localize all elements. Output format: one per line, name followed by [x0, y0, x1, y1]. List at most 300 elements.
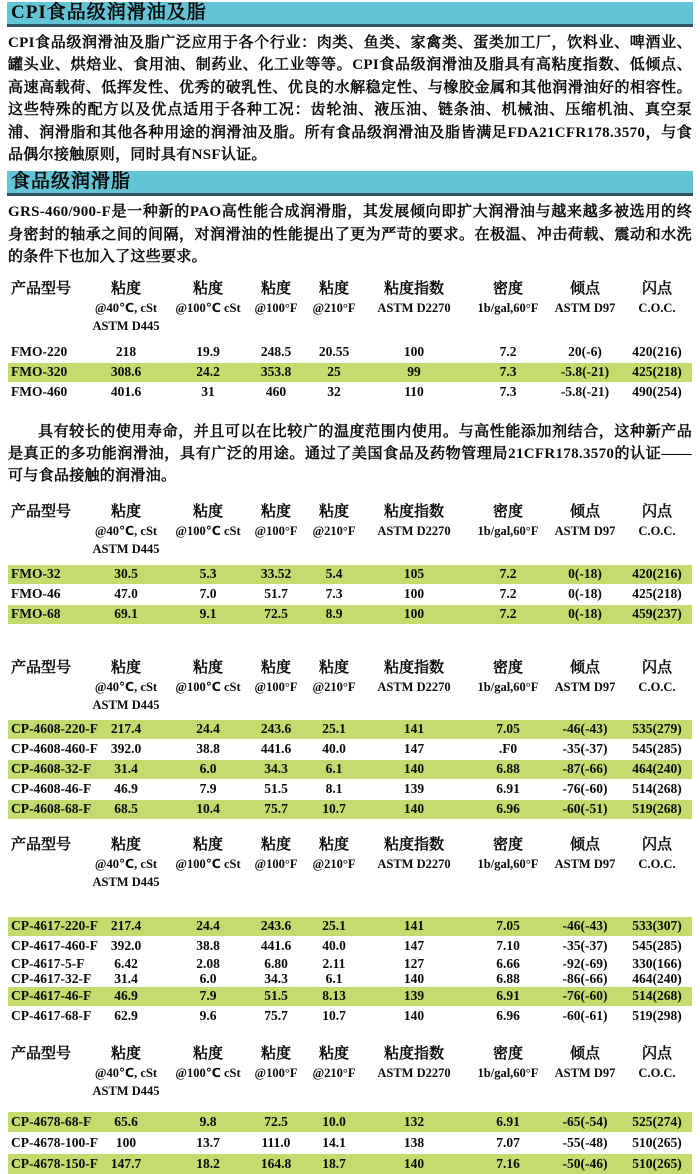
product-model-cell: FMO-460: [11, 384, 68, 400]
table-cell: -86(-66): [562, 971, 608, 987]
table-cell: 138: [403, 1134, 425, 1150]
column-header-text: 闪点: [641, 836, 672, 853]
table-cell: 18.2: [196, 1155, 220, 1171]
spec-table-cp4678: [8, 1044, 692, 1174]
table-cell: 441.6: [260, 741, 292, 757]
table-cell: 75.7: [264, 1008, 288, 1024]
table-cell: 19.9: [196, 344, 220, 360]
column-header-text: 产品型号: [11, 503, 72, 520]
product-model-cell: FMO-46: [11, 586, 61, 602]
product-model-cell: FMO-32: [11, 566, 61, 582]
column-header: [172, 1044, 244, 1100]
column-header: [8, 1044, 80, 1100]
column-header-text: @100°F: [254, 679, 298, 694]
table-cell: 7.16: [496, 1155, 520, 1171]
table-header-row: [8, 279, 692, 335]
table-cell: 110: [404, 384, 424, 400]
table-cell: 62.9: [114, 1008, 138, 1024]
column-header: [468, 658, 548, 714]
column-header-text: 粘度: [318, 659, 349, 676]
column-header: [308, 658, 360, 714]
product-model-cell: CP-4678-68-F: [11, 1113, 92, 1129]
table-cell: -76(-60): [562, 781, 608, 797]
table-cell: 519(298): [632, 1008, 682, 1024]
column-header-text: 密度: [492, 659, 523, 676]
table-cell: 25.1: [322, 721, 346, 737]
table-cell: 20.55: [318, 344, 350, 360]
table-cell: 459(237): [632, 606, 682, 622]
column-header-text: 粘度: [192, 659, 223, 676]
table-row: [8, 585, 692, 604]
table-cell: 99: [407, 364, 421, 380]
table-cell: -65(-54): [562, 1113, 608, 1129]
table-cell: 514(268): [632, 988, 682, 1004]
column-header-text: 粘度: [318, 1045, 349, 1062]
column-header-text: @210°F: [312, 523, 356, 538]
table-header-row: [8, 835, 692, 891]
table-cell: 127: [403, 956, 425, 972]
column-header: [622, 279, 692, 335]
column-header: [360, 658, 468, 714]
table-cell: 353.8: [260, 364, 292, 380]
column-header-text: @40℃, cSt: [94, 523, 158, 538]
column-header-text: 闪点: [641, 1045, 672, 1062]
table-cell: 100: [403, 606, 425, 622]
table-cell: 6.42: [114, 956, 138, 972]
table-cell: 47.0: [114, 586, 138, 602]
table-cell: 141: [403, 721, 425, 737]
table-row: [8, 1007, 692, 1026]
column-header-text: 产品型号: [11, 280, 72, 297]
column-header-text: 粘度: [110, 659, 141, 676]
table-cell: 0(-18): [568, 606, 602, 622]
column-header-text: C.O.C.: [638, 856, 676, 871]
column-header-text: 粘度: [260, 280, 291, 297]
column-header-text: @100℃ cSt: [175, 856, 241, 871]
table-cell: 51.5: [264, 781, 288, 797]
table-cell: 24.4: [196, 918, 220, 934]
table-cell: 217.4: [110, 918, 142, 934]
table-cell: 24.2: [196, 364, 220, 380]
table-row: [8, 972, 692, 987]
column-header-text: @100℃ cSt: [175, 523, 241, 538]
table-cell: 51.7: [264, 586, 288, 602]
table-cell: 111.0: [261, 1134, 291, 1150]
table-cell: 9.1: [199, 606, 217, 622]
table-cell: 6.91: [496, 988, 520, 1004]
column-header-text: C.O.C.: [638, 679, 676, 694]
table-cell: 20(-6): [568, 344, 602, 360]
column-header-text: @210°F: [312, 856, 356, 871]
column-header: [468, 1044, 548, 1100]
column-header-text: @100℃ cSt: [175, 1065, 241, 1080]
table-cell: 10.4: [196, 801, 220, 817]
table-cell: 243.6: [260, 721, 292, 737]
table-cell: 519(268): [632, 801, 682, 817]
column-header: [244, 835, 308, 891]
table-cell: 401.6: [110, 384, 142, 400]
table-cell: 34.3: [264, 971, 288, 987]
table-cell: 25: [327, 364, 341, 380]
table-cell: 33.52: [260, 566, 292, 582]
table-cell: -46(-43): [562, 721, 608, 737]
table-cell: 425(218): [632, 586, 682, 602]
column-header: [360, 502, 468, 558]
table-cell: 72.5: [264, 1113, 288, 1129]
table-row: [8, 1133, 692, 1153]
table-cell: 8.1: [325, 781, 343, 797]
product-model-cell: FMO-320: [11, 364, 68, 380]
table-cell: 464(240): [632, 761, 682, 777]
column-header: [80, 658, 172, 714]
column-header-text: @40℃, cSt: [94, 679, 158, 694]
table-row: [8, 780, 692, 799]
column-header-text: 粘度: [110, 503, 141, 520]
table-cell: -60(-51): [562, 801, 608, 817]
table-cell: 330(166): [632, 956, 682, 972]
table-row: [8, 760, 692, 779]
table-cell: -5.8(-21): [560, 384, 610, 400]
table-cell: 31.4: [114, 761, 138, 777]
column-header-text: @210°F: [312, 300, 356, 315]
table-cell: -46(-43): [562, 918, 608, 934]
table-cell: -87(-66): [562, 761, 608, 777]
column-header-text: ASTM D445: [92, 874, 160, 889]
column-header-text: 1b/gal,60°F: [477, 679, 539, 694]
table-cell: 7.9: [199, 988, 217, 1004]
column-header-text: ASTM D97: [554, 1065, 616, 1080]
column-header: [308, 1044, 360, 1100]
table-header-row: [8, 1044, 692, 1100]
table-cell: 140: [403, 1008, 425, 1024]
column-header-text: 密度: [492, 280, 523, 297]
table-cell: 420(216): [632, 344, 682, 360]
column-header: [622, 835, 692, 891]
spec-table-fmo-heavy: [8, 279, 692, 402]
table-cell: 7.9: [199, 781, 217, 797]
spec-table-cp4617: [8, 835, 692, 1026]
table-header-row: [8, 658, 692, 714]
table-cell: 6.1: [325, 761, 343, 777]
column-header: [308, 835, 360, 891]
table-row: [8, 363, 692, 382]
table-cell: 6.96: [496, 1008, 520, 1024]
column-header: [360, 835, 468, 891]
column-header: [468, 835, 548, 891]
column-header-text: 密度: [492, 503, 523, 520]
table-cell: 13.7: [196, 1134, 220, 1150]
product-model-cell: CP-4608-32-F: [11, 761, 92, 777]
table-cell: -50(-46): [562, 1155, 608, 1171]
table-cell: 100: [115, 1134, 137, 1150]
table-cell: 6.80: [264, 956, 288, 972]
column-header-text: @210°F: [312, 1065, 356, 1080]
column-header: [244, 658, 308, 714]
column-header: [8, 658, 80, 714]
table-cell: 6.0: [199, 971, 217, 987]
table-cell: 8.13: [322, 988, 346, 1004]
table-cell: 139: [403, 781, 425, 797]
table-cell: .F0: [498, 741, 518, 757]
table-row: [8, 987, 692, 1006]
table-body: [8, 565, 692, 624]
product-model-cell: CP-4617-5-F: [11, 956, 85, 972]
table-cell: 10.7: [322, 801, 346, 817]
column-header: [622, 658, 692, 714]
table-cell: 392.0: [110, 938, 142, 954]
table-cell: 5.4: [325, 566, 343, 582]
table-body: [8, 1112, 692, 1174]
table-cell: -92(-69): [562, 956, 608, 972]
column-header-text: 粘度指数: [383, 1045, 444, 1062]
table-cell: 7.2: [499, 344, 517, 360]
column-header-text: ASTM D2270: [377, 679, 451, 694]
column-header-text: 粘度指数: [383, 659, 444, 676]
column-header-text: ASTM D2270: [377, 300, 451, 315]
column-header: [360, 279, 468, 335]
column-header-text: 产品型号: [11, 659, 72, 676]
column-header-text: ASTM D2270: [377, 1065, 451, 1080]
column-header: [360, 1044, 468, 1100]
table-cell: 464(240): [632, 971, 682, 987]
column-header: [8, 835, 80, 891]
table-cell: 7.10: [496, 938, 520, 954]
table-cell: 545(285): [632, 741, 682, 757]
column-header-text: @100°F: [254, 300, 298, 315]
column-header-text: 粘度: [192, 1045, 223, 1062]
column-header-text: @100℃ cSt: [175, 679, 241, 694]
table-cell: 31.4: [114, 971, 138, 987]
column-header-text: ASTM D445: [92, 1083, 160, 1098]
table-cell: 243.6: [260, 918, 292, 934]
column-header-text: C.O.C.: [638, 1065, 676, 1080]
table-cell: 40.0: [322, 938, 346, 954]
table-cell: -5.8(-21): [560, 364, 610, 380]
column-header: [80, 1044, 172, 1100]
column-header-text: 粘度: [318, 280, 349, 297]
table-cell: 14.1: [322, 1134, 346, 1150]
column-header: [244, 1044, 308, 1100]
table-cell: 248.5: [260, 344, 292, 360]
column-header-text: 产品型号: [11, 836, 72, 853]
table-body: [8, 720, 692, 819]
spec-table-fmo-light: [8, 502, 692, 624]
table-cell: 72.5: [264, 606, 288, 622]
table-cell: 514(268): [632, 781, 682, 797]
column-header-text: 闪点: [641, 659, 672, 676]
table-row: [8, 383, 692, 402]
column-header-text: 1b/gal,60°F: [477, 1065, 539, 1080]
product-model-cell: FMO-220: [11, 344, 68, 360]
table-cell: 420(216): [632, 566, 682, 582]
column-header: [244, 279, 308, 335]
mid-paragraph: 具有较长的使用寿命，并且可以在比较广的温度范围内使用。与高性能添加剂结合，这种新产品是真正的多功能润滑油，具有广泛的用途。通过了美国食品及药物管理局21CFR178.3570的认证——可与食品接触的润滑油。: [8, 423, 692, 485]
table-cell: 141: [403, 918, 425, 934]
table-cell: 68.5: [114, 801, 138, 817]
table-cell: 533(307): [632, 918, 682, 934]
table-cell: 7.2: [499, 566, 517, 582]
column-header: [244, 502, 308, 558]
product-model-cell: CP-4608-220-F: [11, 721, 98, 737]
column-header-text: 粘度指数: [383, 503, 444, 520]
column-header-text: @40℃, cSt: [94, 300, 158, 315]
table-row: [8, 917, 692, 936]
table-cell: 31: [201, 384, 215, 400]
table-cell: 217.4: [110, 721, 142, 737]
table-cell: 10.7: [322, 1008, 346, 1024]
column-header: [308, 279, 360, 335]
column-header-text: 粘度: [260, 503, 291, 520]
column-header-text: 粘度: [110, 280, 141, 297]
column-header-text: @100℃ cSt: [175, 300, 241, 315]
table-cell: 7.0: [199, 586, 217, 602]
column-header: [172, 835, 244, 891]
table-cell: 147: [403, 938, 425, 954]
column-header-text: @100°F: [254, 523, 298, 538]
product-model-cell: CP-4617-68-F: [11, 1008, 92, 1024]
grease-paragraph: GRS-460/900-F是一种新的PAO高性能合成润滑脂，其发展倾向即扩大润滑油与越来越多被选用的终身密封的轴承之间的间隔，对润滑油的性能提出了更为严苛的要求。在极温、冲击荷载、震动和水洗的条件下也加入了这些要求。: [8, 204, 692, 266]
table-cell: 6.1: [325, 971, 343, 987]
table-cell: 6.91: [496, 781, 520, 797]
table-cell: 69.1: [114, 606, 138, 622]
column-header-text: ASTM D445: [92, 541, 160, 556]
column-header-text: 倾点: [569, 503, 600, 520]
table-cell: 25.1: [322, 918, 346, 934]
column-header: [622, 502, 692, 558]
column-header: [548, 835, 622, 891]
table-row: [8, 605, 692, 624]
column-header-text: 粘度: [110, 1045, 141, 1062]
table-cell: 100: [403, 586, 425, 602]
product-model-cell: CP-4608-460-F: [11, 741, 98, 757]
table-cell: -55(-48): [562, 1134, 608, 1150]
column-header-text: 1b/gal,60°F: [477, 856, 539, 871]
column-header-text: 粘度: [192, 280, 223, 297]
column-header: [172, 279, 244, 335]
table-cell: 46.9: [114, 988, 138, 1004]
column-header: [468, 502, 548, 558]
table-cell: 32: [327, 384, 341, 400]
column-header-text: 产品型号: [11, 1045, 72, 1062]
table-body: [8, 343, 692, 402]
table-cell: 7.07: [496, 1134, 520, 1150]
table-cell: 132: [403, 1113, 425, 1129]
table-cell: 7.3: [325, 586, 343, 602]
section-title-lubricants: CPI食品级润滑油及脂: [7, 2, 693, 27]
table-cell: 140: [403, 971, 425, 987]
table-cell: 0(-18): [568, 586, 602, 602]
table-row: [8, 740, 692, 759]
column-header-text: ASTM D97: [554, 523, 616, 538]
table-cell: 6.88: [496, 971, 520, 987]
column-header-text: @100°F: [254, 856, 298, 871]
column-header-text: 倾点: [569, 280, 600, 297]
table-row: [8, 1112, 692, 1132]
table-cell: 7.2: [499, 606, 517, 622]
column-header-text: 粘度: [318, 836, 349, 853]
table-cell: 140: [403, 1155, 425, 1171]
column-header-text: ASTM D2270: [377, 856, 451, 871]
column-header: [548, 502, 622, 558]
column-header-text: @40℃, cSt: [94, 856, 158, 871]
product-model-cell: CP-4608-46-F: [11, 781, 92, 797]
table-cell: 139: [403, 988, 425, 1004]
column-header: [548, 279, 622, 335]
table-cell: 75.7: [264, 801, 288, 817]
column-header-text: ASTM D445: [92, 318, 160, 333]
column-header-text: 1b/gal,60°F: [477, 300, 539, 315]
column-header-text: 粘度: [260, 659, 291, 676]
column-header-text: 密度: [492, 1045, 523, 1062]
column-header-text: 密度: [492, 836, 523, 853]
column-header-text: C.O.C.: [638, 300, 676, 315]
table-cell: 7.2: [499, 586, 517, 602]
column-header: [548, 1044, 622, 1100]
column-header-text: 倾点: [569, 836, 600, 853]
table-cell: 460: [265, 384, 287, 400]
column-header-text: 1b/gal,60°F: [477, 523, 539, 538]
table-cell: 10.0: [322, 1113, 346, 1129]
table-cell: 2.08: [196, 956, 220, 972]
column-header: [172, 502, 244, 558]
column-header: [172, 658, 244, 714]
column-header: [308, 502, 360, 558]
table-cell: 9.6: [199, 1008, 217, 1024]
table-cell: 7.05: [496, 721, 520, 737]
column-header-text: ASTM D97: [554, 856, 616, 871]
column-header-text: 粘度指数: [383, 280, 444, 297]
spec-table-cp4608: [8, 658, 692, 819]
column-header: [548, 658, 622, 714]
table-cell: 7.3: [499, 364, 517, 380]
product-model-cell: CP-4617-460-F: [11, 938, 98, 954]
table-cell: 6.96: [496, 801, 520, 817]
table-row: [8, 800, 692, 819]
column-header-text: 倾点: [569, 1045, 600, 1062]
column-header-text: 粘度: [260, 1045, 291, 1062]
table-cell: 510(265): [632, 1134, 682, 1150]
product-model-cell: CP-4617-220-F: [11, 918, 98, 934]
product-model-cell: CP-4608-68-F: [11, 801, 92, 817]
table-cell: 308.6: [110, 364, 142, 380]
table-header-row: [8, 502, 692, 558]
table-cell: -35(-37): [562, 741, 608, 757]
table-cell: 46.9: [114, 781, 138, 797]
intro-paragraph: CPI食品级润滑油及脂广泛应用于各个行业：肉类、鱼类、家禽类、蛋类加工厂，饮料业、啤酒业、罐头业、烘焙业、食用油、制药业、化工业等等。CPI食品级润滑油及脂具有高粘度指数、低倾点、高速高载荷、低挥发性、优秀的破乳性、优良的水解稳定性、与橡胶金属和其他润滑油好的相容性。这些特殊的配方以及优点适用于各种工况：齿轮油、液压油、链条油、机械油、压缩机油、真空泵浦、润滑脂和其他各种用途的润滑油及脂。所有食品级润滑油及脂皆满足FDA21CFR178.3570，与食品偶尔接触原则，同时具有NSF认证。: [8, 35, 692, 164]
table-cell: 6.0: [199, 761, 217, 777]
table-cell: 147: [403, 741, 425, 757]
column-header-text: @40℃, cSt: [94, 1065, 158, 1080]
table-cell: 38.8: [196, 741, 220, 757]
table-cell: 6.88: [496, 761, 520, 777]
table-cell: 8.9: [325, 606, 343, 622]
table-cell: 147.7: [110, 1155, 142, 1171]
table-cell: 510(265): [632, 1155, 682, 1171]
column-header: [80, 502, 172, 558]
column-header-text: 粘度: [110, 836, 141, 853]
table-cell: 5.3: [199, 566, 217, 582]
column-header-text: 闪点: [641, 280, 672, 297]
table-row: [8, 1154, 692, 1174]
table-cell: 6.91: [496, 1113, 520, 1129]
column-header: [622, 1044, 692, 1100]
column-header: [8, 279, 80, 335]
column-header: [80, 279, 172, 335]
product-model-cell: CP-4617-46-F: [11, 988, 92, 1004]
table-cell: 9.8: [199, 1113, 217, 1129]
table-cell: -76(-60): [562, 988, 608, 1004]
table-cell: 105: [403, 566, 425, 582]
